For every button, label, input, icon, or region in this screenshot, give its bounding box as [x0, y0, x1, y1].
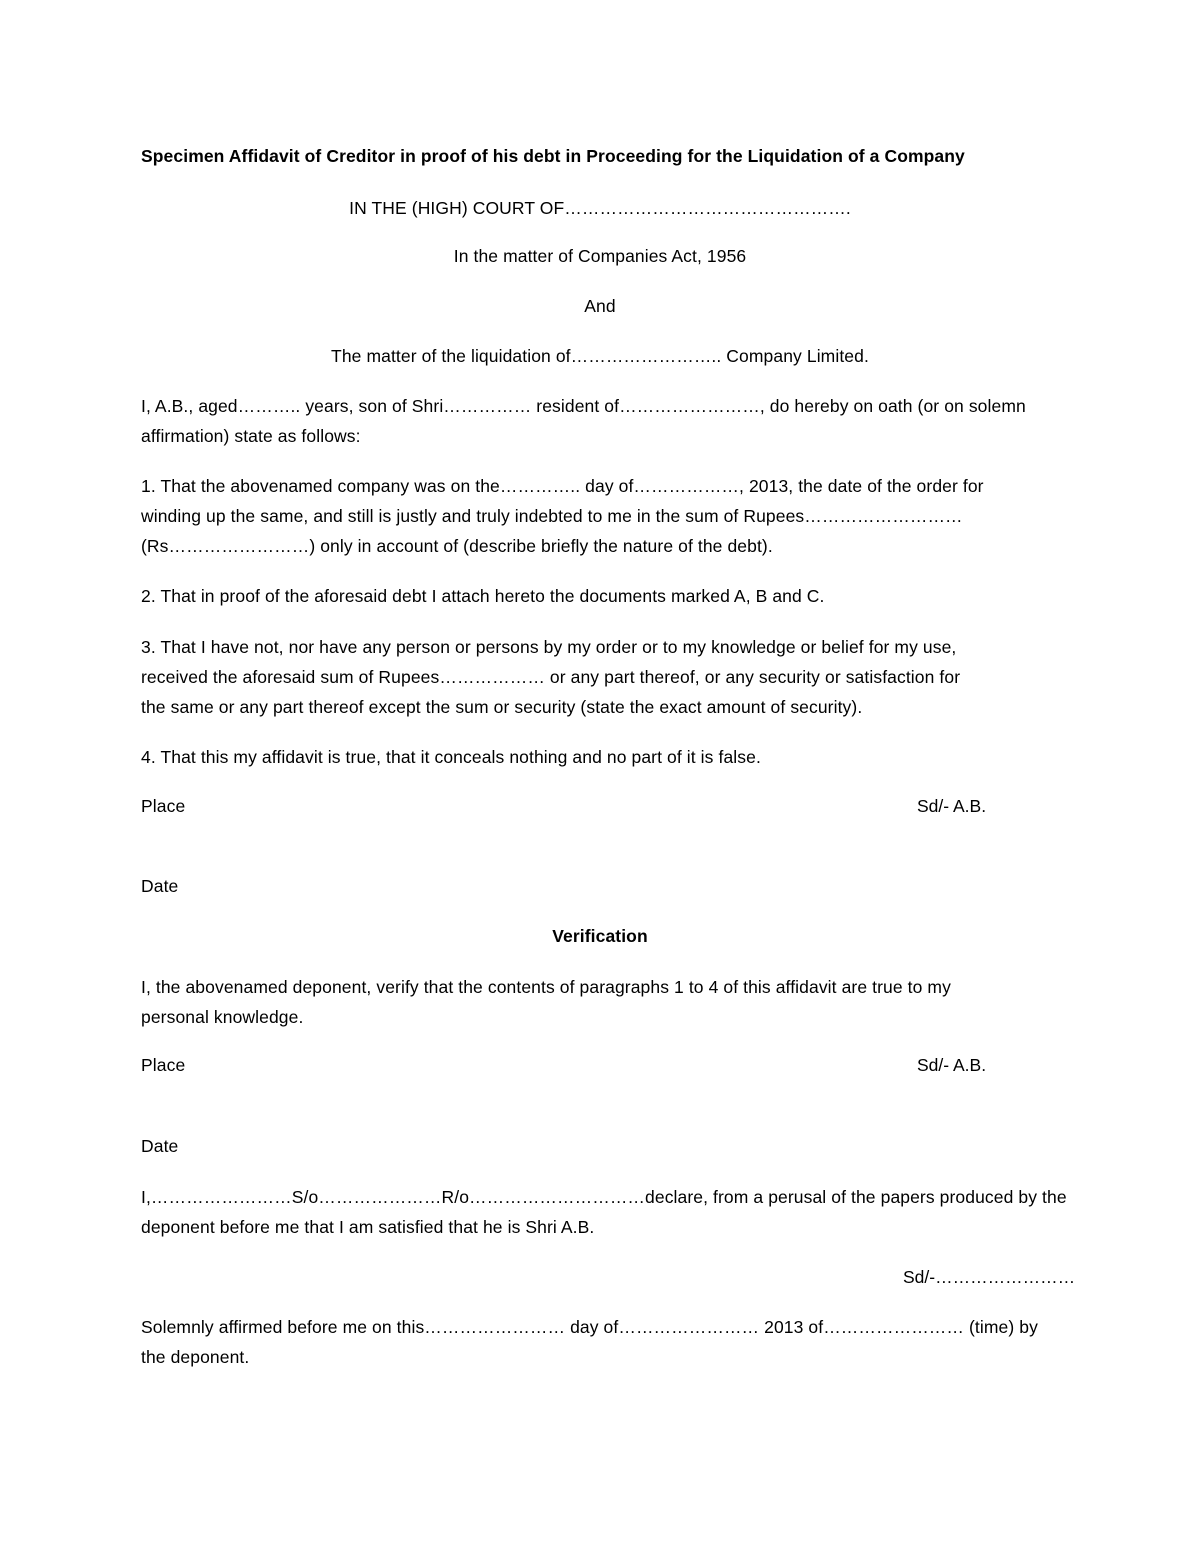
verification-heading: Verification [552, 926, 648, 946]
para1-line-1: 1. That the abovenamed company was on the………….. day of………………, 2013, the date of the order for [141, 476, 984, 496]
place-label-2: Place [141, 1055, 186, 1075]
intro-line-1: I, A.B., aged……….. years, son of Shri…………… resident of……………………, do hereby on oath (or on solemn [141, 396, 1026, 416]
signature-1: Sd/- A.B. [917, 796, 987, 816]
affirmation-line-2: the deponent. [141, 1347, 250, 1367]
para4-line-1: 4. That this my affidavit is true, that it conceals nothing and no part of it is false. [141, 747, 761, 767]
para2-line-1: 2. That in proof of the aforesaid debt I attach hereto the documents marked A, B and C. [141, 586, 825, 606]
affirmation-line-1: Solemnly affirmed before me on this…………………… day of…………………… 2013 of…………………… (time) by [141, 1317, 1038, 1337]
document-title: Specimen Affidavit of Creditor in proof of his debt in Proceeding for the Liquidation of a Company [141, 146, 965, 166]
date-label-2: Date [141, 1136, 179, 1156]
matter-liquidation: The matter of the liquidation of…………………….. Company Limited. [331, 346, 869, 366]
verification-line-2: personal knowledge. [141, 1007, 304, 1027]
identifier-signature: Sd/-…………………… [903, 1267, 1076, 1287]
verification-line-1: I, the abovenamed deponent, verify that the contents of paragraphs 1 to 4 of this affidavit are true to my [141, 977, 951, 997]
and-connector: And [584, 296, 616, 316]
date-label-1: Date [141, 876, 179, 896]
identification-line-1: I,……………………S/o…………………R/o…………………………declare, from a perusal of the papers produced by the [141, 1187, 1067, 1207]
para3-line-3: the same or any part thereof except the sum or security (state the exact amount of security). [141, 697, 863, 717]
matter-act: In the matter of Companies Act, 1956 [453, 246, 747, 266]
court-heading: IN THE (HIGH) COURT OF…………………………………………. [349, 198, 851, 218]
place-label-1: Place [141, 796, 186, 816]
signature-2: Sd/- A.B. [917, 1055, 987, 1075]
para1-line-3: (Rs……………………) only in account of (describe briefly the nature of the debt). [141, 536, 773, 556]
para3-line-2: received the aforesaid sum of Rupees……………… or any part thereof, or any security or satisfaction for [141, 667, 961, 687]
para1-line-2: winding up the same, and still is justly and truly indebted to me in the sum of Rupees……………………… [141, 506, 963, 526]
identification-line-2: deponent before me that I am satisfied that he is Shri A.B. [141, 1217, 595, 1237]
intro-line-2: affirmation) state as follows: [141, 426, 361, 446]
para3-line-1: 3. That I have not, nor have any person or persons by my order or to my knowledge or belief for my use, [141, 637, 957, 657]
